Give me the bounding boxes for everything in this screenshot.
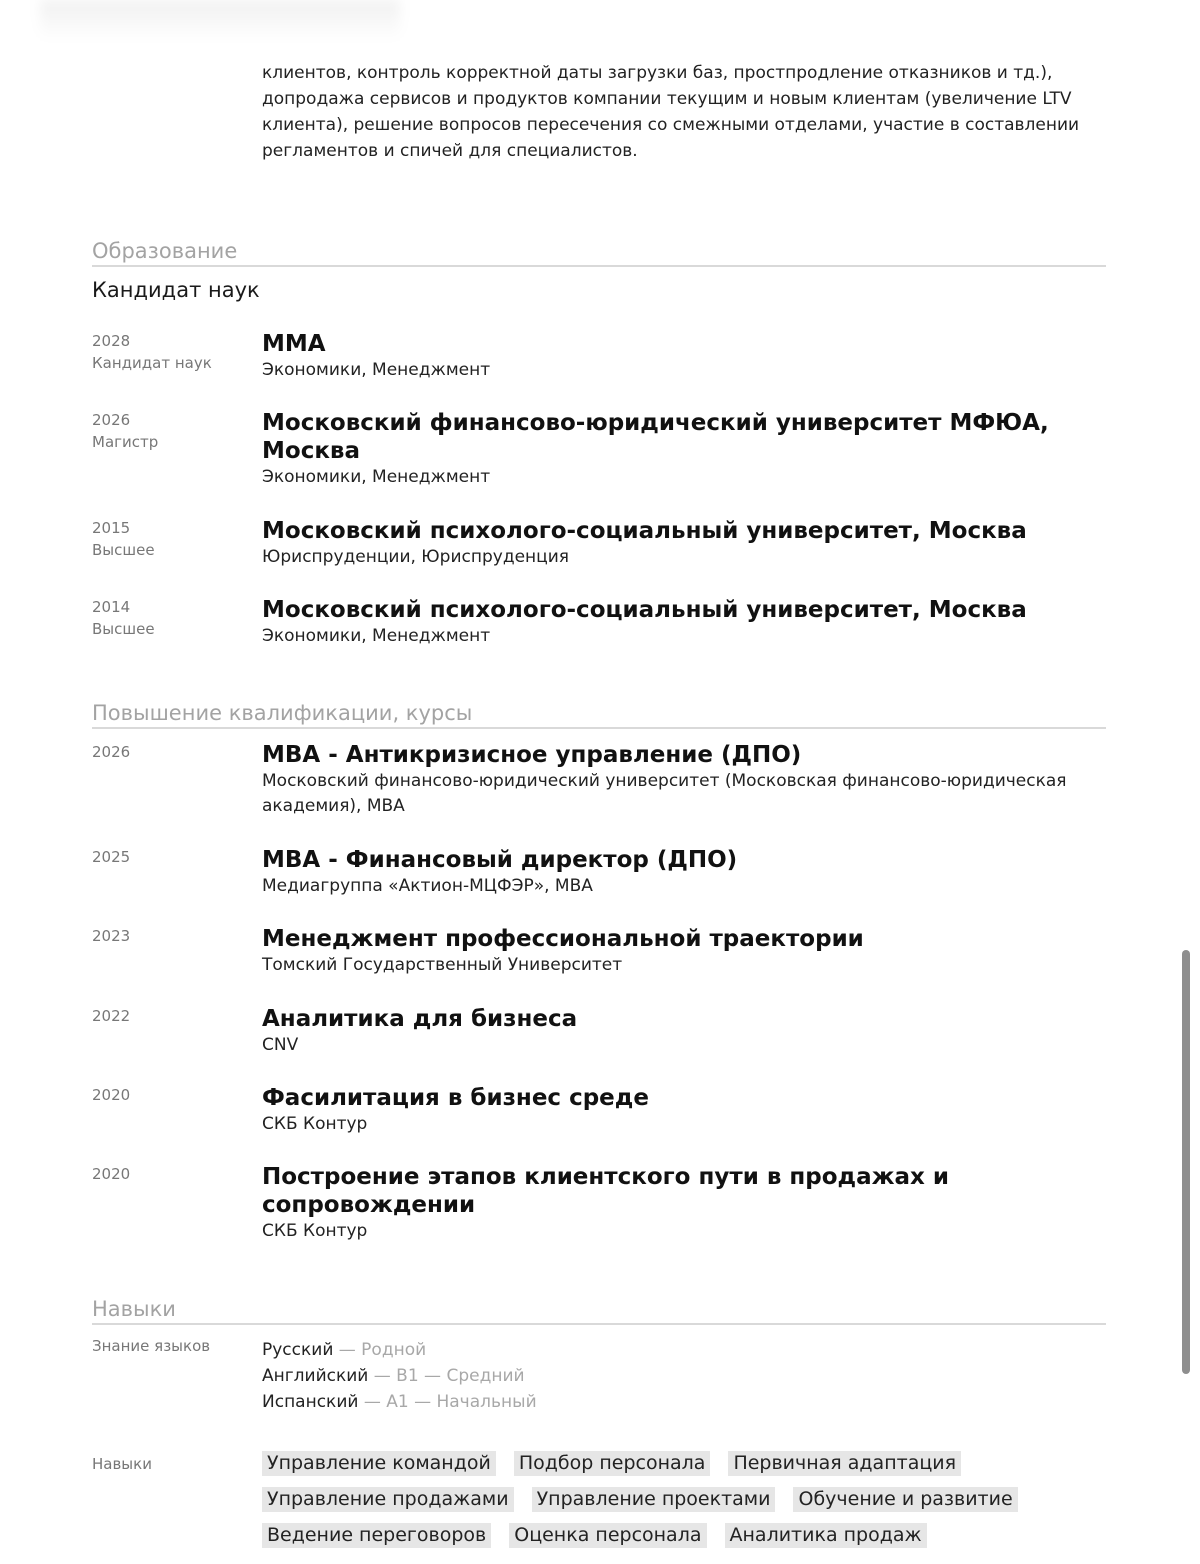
course-title: Аналитика для бизнеса xyxy=(262,1006,578,1032)
course-year: 2026 xyxy=(92,743,131,761)
skills-section-title: Навыки xyxy=(92,1296,1106,1325)
top-shadow xyxy=(40,0,400,40)
course-body xyxy=(262,1084,1092,1137)
education-institution: ММА xyxy=(262,331,326,357)
education-specialty: Юриспруденции, Юриспруденция xyxy=(262,547,569,567)
education-meta xyxy=(92,409,252,453)
education-level: Высшее xyxy=(92,541,155,559)
skill-tag: Управление продажами xyxy=(262,1487,514,1512)
scrollbar-thumb[interactable] xyxy=(1182,950,1190,1374)
skills-label: Навыки xyxy=(92,1455,152,1473)
course-year: 2020 xyxy=(92,1165,131,1183)
course-year: 2025 xyxy=(92,848,131,866)
skill-tag: Оценка персонала xyxy=(509,1523,706,1548)
education-body xyxy=(262,517,1092,570)
education-level: Магистр xyxy=(92,433,159,451)
languages-list xyxy=(262,1337,537,1415)
course-year: 2020 xyxy=(92,1086,131,1104)
education-meta xyxy=(92,596,252,640)
education-institution: Московский финансово-юридический университет МФЮА, Москва xyxy=(262,410,1049,464)
course-title: MBA - Антикризисное управление (ДПО) xyxy=(262,742,802,768)
language-item xyxy=(262,1337,537,1363)
education-specialty: Экономики, Менеджмент xyxy=(262,467,491,487)
language-level: — A1 — Начальный xyxy=(358,1392,537,1412)
courses-section-title: Повышение квалификации, курсы xyxy=(92,700,1106,729)
course-organization: СКБ Контур xyxy=(262,1221,368,1241)
skill-tags xyxy=(262,1451,1082,1548)
education-year: 2015 xyxy=(92,519,131,537)
course-organization: Томский Государственный Университет xyxy=(262,955,623,975)
course-organization: СКБ Контур xyxy=(262,1114,368,1134)
language-name: Испанский xyxy=(262,1392,359,1412)
skill-tag: Управление проектами xyxy=(532,1487,776,1512)
language-level: — Родной xyxy=(333,1340,427,1360)
course-organization: Московский финансово-юридический университет (Московская финансово-юридическая академия), MBA xyxy=(262,771,1067,816)
skill-tag: Обучение и развитие xyxy=(793,1487,1017,1512)
education-body xyxy=(262,409,1092,490)
course-body xyxy=(262,1163,1092,1244)
education-institution: Московский психолого-социальный университет, Москва xyxy=(262,518,1027,544)
course-year: 2022 xyxy=(92,1007,131,1025)
education-body xyxy=(262,596,1092,649)
course-body xyxy=(262,1005,1092,1058)
skill-tag: Подбор персонала xyxy=(514,1451,711,1476)
course-year: 2023 xyxy=(92,927,131,945)
course-title: MBA - Финансовый директор (ДПО) xyxy=(262,847,738,873)
education-specialty: Экономики, Менеджмент xyxy=(262,360,491,380)
education-meta xyxy=(92,330,252,374)
course-body xyxy=(262,925,1092,978)
education-year: 2014 xyxy=(92,598,131,616)
course-title: Построение этапов клиентского пути в продажах и сопровождении xyxy=(262,1164,950,1218)
education-level: Кандидат наук xyxy=(92,354,212,372)
education-level: Высшее xyxy=(92,620,155,638)
skill-tag: Управление командой xyxy=(262,1451,496,1476)
skill-tag: Первичная адаптация xyxy=(728,1451,961,1476)
education-year: 2028 xyxy=(92,332,131,350)
education-institution: Московский психолого-социальный университет, Москва xyxy=(262,597,1027,623)
course-title: Менеджмент профессиональной траектории xyxy=(262,926,864,952)
language-name: Английский xyxy=(262,1366,369,1386)
course-body xyxy=(262,741,1092,819)
degree-summary: Кандидат наук xyxy=(92,278,260,302)
course-organization: Медиагруппа «Актион-МЦФЭР», MBA xyxy=(262,876,593,896)
language-name: Русский xyxy=(262,1340,334,1360)
language-item xyxy=(262,1389,537,1415)
language-level: — B1 — Средний xyxy=(368,1366,525,1386)
course-organization: CNV xyxy=(262,1035,299,1055)
skill-tag: Ведение переговоров xyxy=(262,1523,491,1548)
education-year: 2026 xyxy=(92,411,131,429)
languages-label: Знание языков xyxy=(92,1337,211,1355)
course-body xyxy=(262,846,1092,899)
skill-tag: Аналитика продаж xyxy=(725,1523,927,1548)
education-meta xyxy=(92,517,252,561)
course-title: Фасилитация в бизнес среде xyxy=(262,1085,649,1111)
education-specialty: Экономики, Менеджмент xyxy=(262,626,491,646)
education-section-title: Образование xyxy=(92,238,1106,267)
language-item xyxy=(262,1363,537,1389)
experience-description: клиентов, контроль корректной даты загрузки баз, простпродление отказников и тд.), допродажа сервисов и продуктов компании текущим и новым клиентам (увеличение LTV клиента), решение вопросов пересечения со смежными отделами, участие в составлении регламентов и спичей для специалистов. xyxy=(262,63,1080,161)
education-body xyxy=(262,330,1092,383)
